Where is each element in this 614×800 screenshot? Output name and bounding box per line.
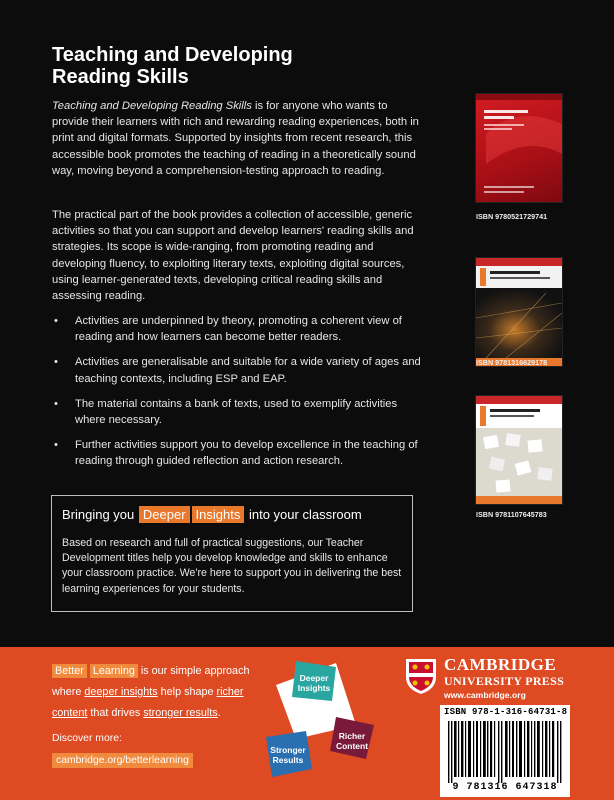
related-book-isbn-1: ISBN 9780521729741 <box>476 212 548 221</box>
insights-heading-pre: Bringing you <box>62 507 135 522</box>
statement-underlined: stronger results <box>143 707 218 719</box>
statement-underlined: deeper insights <box>84 686 158 698</box>
statement-text: that drives <box>87 707 144 719</box>
bullet-icon: • <box>54 356 58 369</box>
intro-book-title: Teaching and Developing Reading Skills <box>52 100 252 112</box>
insights-heading-post: into your classroom <box>248 507 362 522</box>
feature-item <box>52 354 422 386</box>
statement-underlined: content <box>52 707 88 719</box>
publisher-name: CAMBRIDGE <box>444 655 557 674</box>
diagram-deeper-label: Deeper <box>299 673 329 683</box>
related-book-cover-3 <box>476 396 562 504</box>
bullet-icon: • <box>54 439 58 452</box>
insights-box <box>51 495 413 612</box>
book-title: Teaching and Developing Reading Skills <box>52 44 293 88</box>
feature-text: The material contains a bank of texts, used to exemplify activities where necessary. <box>75 397 398 427</box>
diagram-content-label: Content <box>335 741 369 751</box>
bullet-icon: • <box>54 397 58 410</box>
better-learning-link[interactable]: cambridge.org/betterlearning <box>52 753 193 768</box>
barcode-bars <box>446 721 564 783</box>
diagram-results-label: Results <box>272 755 304 765</box>
diagram-stronger-label: Stronger <box>270 745 306 755</box>
insights-chip: Insights <box>192 506 245 523</box>
feature-item <box>52 396 422 428</box>
feature-text: Further activities support you to develop excellence in the teaching of reading through guided reflection and action research. <box>75 439 418 468</box>
intro-text: is for anyone who wants to provide their learners with rich and rewarding reading experiences, both in print and digital formats. Supported by insights from recent research, this accessible book promotes the teaching of reading in a theoretically sound way, moving beyond a comprehension-testing approach to reading. <box>52 100 419 177</box>
barcode-isbn: ISBN 978-1-316-64731-8 <box>444 707 568 717</box>
better-learning-statement <box>52 661 277 724</box>
feature-item <box>52 437 422 469</box>
footer-band <box>0 647 614 800</box>
cambridge-shield-icon <box>404 657 438 695</box>
book-cover-1-art <box>476 94 562 202</box>
deeper-chip: Deeper <box>139 506 190 523</box>
publisher-website[interactable]: www.cambridge.org <box>444 690 526 700</box>
related-book-cover-1 <box>476 94 562 202</box>
publisher-press: UNIVERSITY PRESS <box>444 674 565 688</box>
barcode-digits: 9 781316 647318 <box>452 782 558 793</box>
barcode <box>440 705 570 797</box>
bullet-icon: • <box>54 315 58 327</box>
insights-body: Based on research and full of practical suggestions, our Teacher Development titles help you develop knowledge and skills to enhance your classroom practice. We're here to support you in delivering the best learning experiences for your students. <box>62 537 402 595</box>
book-cover-2-art <box>476 258 562 366</box>
statement-text: is our simple approach <box>137 665 250 677</box>
feature-item <box>52 313 422 345</box>
related-book-isbn-3: ISBN 9781107645783 <box>476 510 547 519</box>
intro-paragraph <box>52 98 420 179</box>
statement-text: help shape <box>157 686 217 698</box>
statement-underlined: richer <box>216 686 244 698</box>
book-cover-3-art <box>476 396 562 504</box>
related-book-isbn-2: ISBN 9781316629178 <box>476 358 548 367</box>
diagram-richer-label: Richer <box>338 731 366 741</box>
statement-text: . <box>217 707 221 719</box>
statement-text: where <box>52 686 85 698</box>
better-chip: Better <box>52 664 87 678</box>
discover-label: Discover more: <box>52 733 122 744</box>
feature-list <box>52 313 422 479</box>
learning-chip: Learning <box>90 664 138 678</box>
diagram-insights-label: Insights <box>297 683 331 693</box>
practical-paragraph: The practical part of the book provides a collection of accessible, generic activities so that you can support and develop learners' reading skills and strategies. Its scope is wide-ranging, from promoting reading and developing fluency, to exploiting literary texts, exploiting digital sources, using learner-generated texts, developing critical reading skills and assessing reading. <box>52 209 414 303</box>
feature-text: Activities are underpinned by theory, promoting a coherent view of reading and how learners can become better readers. <box>75 315 402 344</box>
better-learning-diagram <box>262 655 388 795</box>
related-book-cover-2 <box>476 258 562 366</box>
insights-heading <box>62 507 362 522</box>
feature-text: Activities are generalisable and suitable for a wide variety of ages and teaching contexts, including ESP and EAP. <box>75 356 421 385</box>
